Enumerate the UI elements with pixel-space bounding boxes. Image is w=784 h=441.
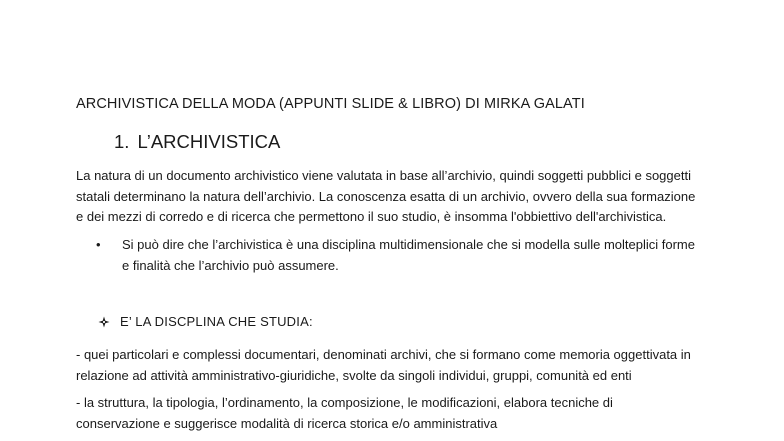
section-heading — [114, 131, 280, 153]
subheading — [98, 314, 313, 331]
bullet-line: e finalità che l’archivio può assumere. — [122, 257, 339, 273]
dash-list-item — [76, 393, 726, 434]
intro-paragraph — [76, 166, 716, 228]
dash-item-line: - quei particolari e complessi documentari, denominati archivi, che si formano come memoria oggettivata in — [76, 347, 691, 362]
bullet-symbol: • — [96, 237, 101, 252]
dash-item-line: - la struttura, la tipologia, l’ordinamento, la composizione, le modificazioni, elabora tecniche di — [76, 395, 613, 410]
four-petal-diamond-icon — [98, 316, 112, 331]
intro-line: statali determinano la natura dell’archivio. La conoscenza esatta di un archivio, ovvero della sua formazione — [76, 188, 696, 204]
dash-item-line: relazione ad attività amministrativo-giuridiche, svolte da singoli individui, gruppi, comunità ed enti — [76, 367, 632, 383]
subheading-label: E’ LA DISCPLINA CHE STUDIA: — [120, 314, 313, 329]
bullet-text — [122, 235, 695, 276]
section-number: 1. — [114, 131, 130, 152]
dash-list-item — [76, 345, 726, 386]
bullet-line: Si può dire che l’archivistica è una disciplina multidimensionale che si modella sulle molteplici forme — [122, 237, 695, 252]
intro-line: e dei mezzi di corredo e di ricerca che permettono il suo studio, è insomma l'obbiettivo dell'archivistica. — [76, 209, 667, 224]
section-title: L’ARCHIVISTICA — [137, 131, 281, 152]
document-title: ARCHIVISTICA DELLA MODA (APPUNTI SLIDE & LIBRO) DI MIRKA GALATI — [76, 96, 585, 112]
intro-line: La natura di un documento archivistico viene valutata in base all’archivio, quindi soggetti pubblici e soggetti — [76, 168, 691, 183]
dash-item-line: conservazione e suggerisce modalità di ricerca storica e/o amministrativa — [76, 415, 498, 431]
